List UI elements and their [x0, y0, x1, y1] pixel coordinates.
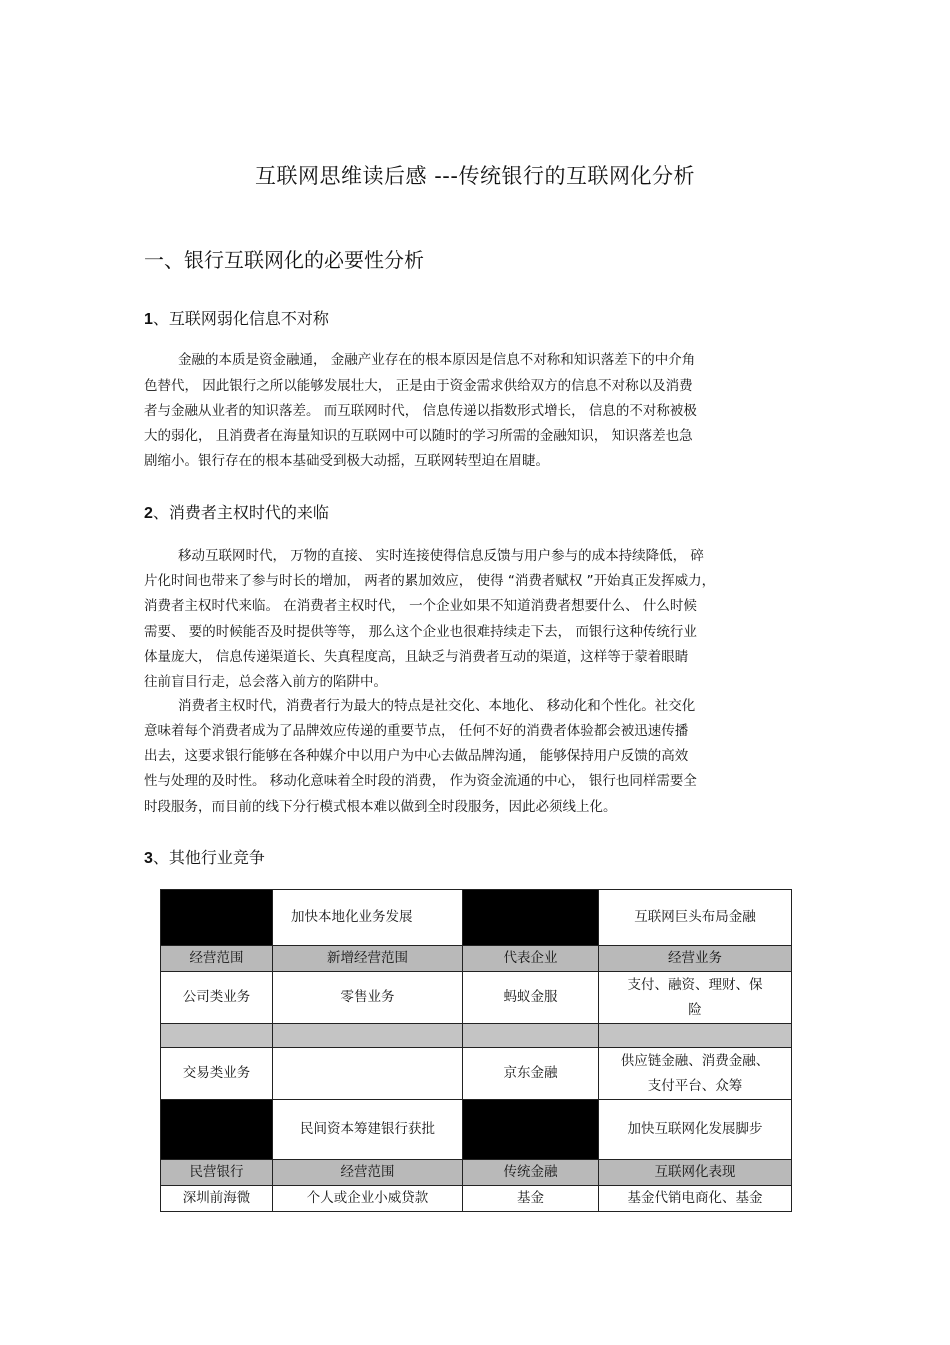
- table-cell: 基金代销电商化、基金: [599, 1186, 792, 1212]
- subsection-heading-1: [144, 306, 329, 329]
- paragraph-line: 需要、 要的时候能否及时提供等等， 那么这个企业也很难持续走下去， 而银行这种传统行业: [144, 624, 697, 640]
- paragraph-line: 往前盲目行走，总会落入前方的陷阱中。: [144, 674, 387, 690]
- table-row: [161, 1186, 792, 1212]
- table-header-cell: 经营范围: [273, 1160, 463, 1186]
- table-header-cell: 经营范围: [161, 946, 273, 972]
- table-cell: 加快本地化业务发展: [273, 890, 463, 946]
- paragraph-line: 大的弱化， 且消费者在海量知识的互联网中可以随时的学习所需的金融知识， 知识落差也急: [144, 428, 693, 444]
- black-cell: [463, 1100, 599, 1160]
- table-header-cell: 经营业务: [599, 946, 792, 972]
- table-cell: [463, 1024, 599, 1048]
- paragraph-line: 者与金融从业者的知识落差。 而互联网时代， 信息传递以指数形式增长， 信息的不对称被极: [144, 403, 697, 419]
- table-header-cell: 传统金融: [463, 1160, 599, 1186]
- table-cell: 基金: [463, 1186, 599, 1212]
- paragraph-line: 意味着每个消费者成为了品牌效应传递的重要节点， 任何不好的消费者体验都会被迅速传播: [144, 723, 689, 739]
- paragraph-line: 剧缩小。银行存在的根本基础受到极大动摇，互联网转型迫在眉睫。: [144, 453, 549, 469]
- table-cell: 零售业务: [273, 972, 463, 1024]
- table-header-cell: 民营银行: [161, 1160, 273, 1186]
- subsection-title: 、其他行业竞争: [152, 848, 265, 867]
- paragraph-line: 时段服务，而目前的线下分行模式根本难以做到全时段服务，因此必须线上化。: [144, 799, 617, 815]
- table-header-cell: 代表企业: [463, 946, 599, 972]
- table-title-row: [161, 1100, 792, 1160]
- table-title-row: [161, 890, 792, 946]
- subsection-heading-3: [144, 845, 265, 868]
- table-row: [161, 972, 792, 1024]
- black-cell: [161, 890, 273, 946]
- table-cell: [273, 1024, 463, 1048]
- subsection-number: 3: [144, 850, 153, 867]
- table-cell: [161, 1024, 273, 1048]
- table-cell: 公司类业务: [161, 972, 273, 1024]
- table-cell: 交易类业务: [161, 1048, 273, 1100]
- black-cell: [463, 890, 599, 946]
- table-cell: 互联网巨头布局金融: [599, 890, 792, 946]
- cell-line: 险: [688, 1001, 702, 1018]
- competition-table: [160, 889, 792, 1212]
- black-cell: [161, 1100, 273, 1160]
- cell-line: 支付平台、众筹: [647, 1077, 743, 1094]
- paragraph-line: 体量庞大， 信息传递渠道长、失真程度高，且缺乏与消费者互动的渠道，这样等于蒙着眼睛: [144, 649, 689, 665]
- section-heading: 一、银行互联网化的必要性分析: [144, 248, 424, 272]
- paragraph-line: 片化时间也带来了参与时长的增加， 两者的累加效应， 使得 “消费者赋权 ”开始真正发挥威力，: [144, 573, 716, 589]
- subsection-title: 、互联网弱化信息不对称: [152, 309, 329, 328]
- table-cell: 加快互联网化发展脚步: [599, 1100, 792, 1160]
- table-cell: 个人或企业小威贷款: [273, 1186, 463, 1212]
- table-header-cell: 互联网化表现: [599, 1160, 792, 1186]
- cell-line: 供应链金融、消费金融、: [620, 1052, 770, 1069]
- table-cell: [599, 1024, 792, 1048]
- table-cell: [599, 972, 792, 1024]
- table-spacer-row: [161, 1024, 792, 1048]
- subsection-heading-2: [144, 500, 329, 523]
- table-header-row: [161, 1160, 792, 1186]
- paragraph-line: 移动互联网时代， 万物的直接、 实时连接使得信息反馈与用户参与的成本持续降低， 碎: [178, 548, 704, 564]
- paragraph-line: 性与处理的及时性。 移动化意味着全时段的消费， 作为资金流通的中心， 银行也同样需要全: [144, 773, 697, 789]
- paragraph-line: 色替代， 因此银行之所以能够发展壮大， 正是由于资金需求供给双方的信息不对称以及消费: [144, 378, 693, 394]
- paragraph-line: 金融的本质是资金融通， 金融产业存在的根本原因是信息不对称和知识落差下的中介角: [178, 352, 696, 368]
- table-cell: 蚂蚁金服: [463, 972, 599, 1024]
- table-cell: 民间资本筹建银行获批: [273, 1100, 463, 1160]
- table-cell: 深圳前海微: [161, 1186, 273, 1212]
- table-row: [161, 1048, 792, 1100]
- table-header-cell: 新增经营范围: [273, 946, 463, 972]
- cell-line: 支付、融资、理财、保: [627, 976, 763, 993]
- table-cell: [273, 1048, 463, 1100]
- paragraph-line: 出去，这要求银行能够在各种媒介中以用户为中心去做品牌沟通， 能够保持用户反馈的高效: [144, 748, 689, 764]
- table-cell: 京东金融: [463, 1048, 599, 1100]
- subsection-number: 2: [144, 505, 153, 522]
- table-cell: [599, 1048, 792, 1100]
- document-title: 互联网思维读后感 ---传统银行的互联网化分析: [255, 164, 695, 188]
- paragraph-line: 消费者主权时代，消费者行为最大的特点是社交化、本地化、 移动化和个性化。社交化: [178, 698, 696, 714]
- paragraph-line: 消费者主权时代来临。 在消费者主权时代， 一个企业如果不知道消费者想要什么、 什么时候: [144, 598, 697, 614]
- table-header-row: [161, 946, 792, 972]
- subsection-number: 1: [144, 311, 153, 328]
- subsection-title: 、消费者主权时代的来临: [152, 503, 329, 522]
